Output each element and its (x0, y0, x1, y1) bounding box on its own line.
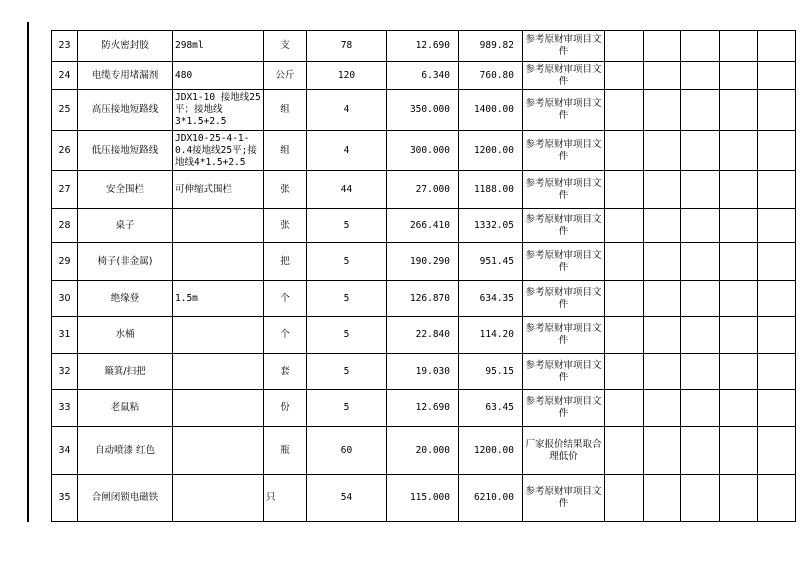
empty-cell (681, 171, 720, 209)
empty-cell (644, 90, 681, 131)
empty-cell (720, 354, 758, 390)
table-row (52, 131, 796, 171)
item-note: 参考原财审项目文件 (523, 390, 605, 427)
table-row (52, 243, 796, 281)
empty-cell (681, 317, 720, 354)
empty-cell (758, 131, 796, 171)
item-price: 190.290 (387, 243, 459, 281)
empty-cell (644, 209, 681, 243)
empty-cell (605, 475, 644, 522)
table-row (52, 354, 796, 390)
item-unit: 瓶 (264, 427, 307, 475)
item-unit: 张 (264, 209, 307, 243)
item-qty: 5 (307, 209, 387, 243)
item-note: 参考原财审项目文件 (523, 171, 605, 209)
item-unit: 个 (264, 317, 307, 354)
item-price: 27.000 (387, 171, 459, 209)
item-amount: 760.80 (459, 62, 523, 90)
item-name: 椅子(非金属) (78, 243, 173, 281)
empty-cell (605, 171, 644, 209)
item-name: 低压接地短路线 (78, 131, 173, 171)
empty-cell (644, 475, 681, 522)
item-amount: 1200.00 (459, 131, 523, 171)
item-spec (173, 475, 264, 522)
empty-cell (605, 354, 644, 390)
materials-table (51, 30, 796, 522)
item-note: 参考原财审项目文件 (523, 317, 605, 354)
item-unit: 组 (264, 90, 307, 131)
empty-cell (720, 62, 758, 90)
empty-cell (605, 281, 644, 317)
item-qty: 5 (307, 390, 387, 427)
item-amount: 1188.00 (459, 171, 523, 209)
item-amount: 634.35 (459, 281, 523, 317)
table-row (52, 317, 796, 354)
item-note: 参考原财审项目文件 (523, 31, 605, 62)
item-price: 350.000 (387, 90, 459, 131)
empty-cell (720, 209, 758, 243)
empty-cell (720, 317, 758, 354)
item-qty: 78 (307, 31, 387, 62)
empty-cell (681, 281, 720, 317)
table-row (52, 171, 796, 209)
row-number: 26 (52, 131, 78, 171)
table-row (52, 31, 796, 62)
table-row (52, 281, 796, 317)
table-row (52, 62, 796, 90)
empty-cell (644, 62, 681, 90)
empty-cell (681, 62, 720, 90)
item-unit: 把 (264, 243, 307, 281)
empty-cell (605, 317, 644, 354)
empty-cell (644, 317, 681, 354)
empty-cell (720, 31, 758, 62)
empty-cell (681, 31, 720, 62)
item-unit: 公斤 (264, 62, 307, 90)
item-unit: 组 (264, 131, 307, 171)
empty-cell (681, 209, 720, 243)
item-spec (173, 390, 264, 427)
item-price: 12.690 (387, 390, 459, 427)
item-note: 参考原财审项目文件 (523, 243, 605, 281)
empty-cell (758, 31, 796, 62)
item-spec: JDX1-10 接地线25平；接地线3*1.5+2.5 (173, 90, 264, 131)
item-name: 电缆专用堵漏剂 (78, 62, 173, 90)
item-name: 绝缘登 (78, 281, 173, 317)
item-amount: 1200.00 (459, 427, 523, 475)
table-row (52, 475, 796, 522)
empty-cell (758, 171, 796, 209)
empty-cell (758, 243, 796, 281)
empty-cell (605, 90, 644, 131)
empty-cell (758, 90, 796, 131)
item-unit: 只 (264, 475, 307, 522)
empty-cell (758, 317, 796, 354)
empty-cell (758, 354, 796, 390)
item-price: 19.030 (387, 354, 459, 390)
item-note: 参考原财审项目文件 (523, 209, 605, 243)
empty-cell (605, 243, 644, 281)
item-unit: 个 (264, 281, 307, 317)
empty-cell (681, 131, 720, 171)
empty-cell (605, 209, 644, 243)
item-spec: 480 (173, 62, 264, 90)
item-unit: 套 (264, 354, 307, 390)
row-number: 33 (52, 390, 78, 427)
item-amount: 63.45 (459, 390, 523, 427)
row-number: 27 (52, 171, 78, 209)
empty-cell (720, 90, 758, 131)
table-row (52, 390, 796, 427)
item-qty: 4 (307, 90, 387, 131)
empty-cell (681, 90, 720, 131)
item-note: 参考原财审项目文件 (523, 62, 605, 90)
empty-cell (605, 131, 644, 171)
item-price: 20.000 (387, 427, 459, 475)
empty-cell (720, 131, 758, 171)
empty-cell (681, 354, 720, 390)
empty-cell (758, 209, 796, 243)
row-number: 30 (52, 281, 78, 317)
item-note: 参考原财审项目文件 (523, 354, 605, 390)
empty-cell (758, 281, 796, 317)
item-spec: 1.5m (173, 281, 264, 317)
item-price: 115.000 (387, 475, 459, 522)
empty-cell (681, 427, 720, 475)
item-price: 6.340 (387, 62, 459, 90)
item-qty: 5 (307, 243, 387, 281)
item-qty: 5 (307, 317, 387, 354)
item-note: 厂家报价结果取合理低价 (523, 427, 605, 475)
item-amount: 989.82 (459, 31, 523, 62)
item-qty: 120 (307, 62, 387, 90)
item-note: 参考原财审项目文件 (523, 90, 605, 131)
item-note: 参考原财审项目文件 (523, 475, 605, 522)
row-number: 23 (52, 31, 78, 62)
empty-cell (644, 243, 681, 281)
item-spec: 可伸缩式围栏 (173, 171, 264, 209)
empty-cell (720, 281, 758, 317)
table-row (52, 209, 796, 243)
row-number: 29 (52, 243, 78, 281)
empty-cell (605, 390, 644, 427)
empty-cell (644, 390, 681, 427)
item-note: 参考原财审项目文件 (523, 281, 605, 317)
item-amount: 114.20 (459, 317, 523, 354)
item-unit: 份 (264, 390, 307, 427)
item-spec (173, 243, 264, 281)
empty-cell (644, 131, 681, 171)
item-price: 12.690 (387, 31, 459, 62)
table-row (52, 427, 796, 475)
empty-cell (681, 390, 720, 427)
item-spec: 298ml (173, 31, 264, 62)
empty-cell (758, 475, 796, 522)
item-name: 簸箕/扫把 (78, 354, 173, 390)
item-name: 老鼠粘 (78, 390, 173, 427)
empty-cell (681, 475, 720, 522)
empty-cell (605, 31, 644, 62)
row-number: 35 (52, 475, 78, 522)
item-amount: 6210.00 (459, 475, 523, 522)
item-price: 300.000 (387, 131, 459, 171)
empty-cell (605, 62, 644, 90)
item-name: 自动喷漆 红色 (78, 427, 173, 475)
empty-cell (720, 171, 758, 209)
empty-cell (720, 427, 758, 475)
empty-cell (644, 427, 681, 475)
row-number: 31 (52, 317, 78, 354)
page-margin-line (27, 22, 29, 522)
item-price: 22.840 (387, 317, 459, 354)
empty-cell (605, 427, 644, 475)
table-row (52, 90, 796, 131)
empty-cell (758, 390, 796, 427)
item-note: 参考原财审项目文件 (523, 131, 605, 171)
item-price: 266.410 (387, 209, 459, 243)
empty-cell (644, 281, 681, 317)
item-spec (173, 354, 264, 390)
empty-cell (644, 171, 681, 209)
item-spec (173, 427, 264, 475)
item-name: 安全围栏 (78, 171, 173, 209)
item-name: 水桶 (78, 317, 173, 354)
item-qty: 5 (307, 281, 387, 317)
item-qty: 60 (307, 427, 387, 475)
item-spec (173, 209, 264, 243)
item-unit: 支 (264, 31, 307, 62)
empty-cell (758, 62, 796, 90)
row-number: 28 (52, 209, 78, 243)
row-number: 24 (52, 62, 78, 90)
empty-cell (758, 427, 796, 475)
item-name: 合闸闭锁电磁铁 (78, 475, 173, 522)
item-qty: 44 (307, 171, 387, 209)
item-name: 高压接地短路线 (78, 90, 173, 131)
item-amount: 1400.00 (459, 90, 523, 131)
empty-cell (681, 243, 720, 281)
empty-cell (720, 390, 758, 427)
empty-cell (720, 475, 758, 522)
item-price: 126.870 (387, 281, 459, 317)
row-number: 34 (52, 427, 78, 475)
empty-cell (720, 243, 758, 281)
item-qty: 54 (307, 475, 387, 522)
item-amount: 1332.05 (459, 209, 523, 243)
empty-cell (644, 354, 681, 390)
item-amount: 95.15 (459, 354, 523, 390)
item-unit: 张 (264, 171, 307, 209)
item-name: 防火密封胶 (78, 31, 173, 62)
item-spec: JDX10-25-4-1-0.4接地线25平;接地线4*1.5+2.5 (173, 131, 264, 171)
item-name: 桌子 (78, 209, 173, 243)
row-number: 25 (52, 90, 78, 131)
empty-cell (644, 31, 681, 62)
row-number: 32 (52, 354, 78, 390)
item-amount: 951.45 (459, 243, 523, 281)
item-qty: 4 (307, 131, 387, 171)
item-qty: 5 (307, 354, 387, 390)
item-spec (173, 317, 264, 354)
